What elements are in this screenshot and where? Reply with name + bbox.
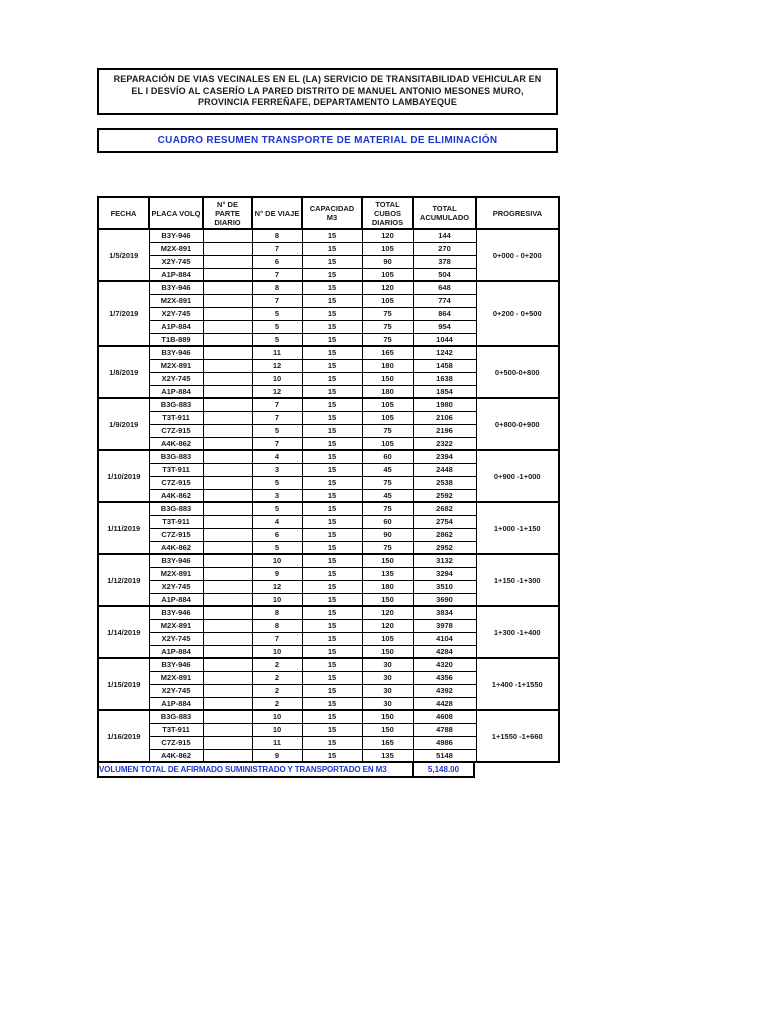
parte-diario-cell	[203, 437, 252, 450]
placa-cell: X2Y-745	[149, 307, 203, 320]
capacidad-cell: 15	[302, 554, 362, 567]
col-header-placa-volq: PLACA VOLQ	[149, 197, 203, 229]
parte-diario-cell	[203, 567, 252, 580]
project-header-line-3: PROVINCIA FERREÑAFE, DEPARTAMENTO LAMBAYEQUE	[198, 97, 457, 108]
parte-diario-cell	[203, 710, 252, 723]
placa-cell: A1P-884	[149, 645, 203, 658]
capacidad-cell: 15	[302, 645, 362, 658]
progresiva-cell: 0+000 - 0+200	[476, 229, 559, 281]
date-cell: 1/8/2019	[98, 346, 149, 398]
viajes-cell: 4	[252, 515, 302, 528]
placa-cell: M2X-891	[149, 242, 203, 255]
parte-diario-cell	[203, 281, 252, 294]
viajes-cell: 7	[252, 411, 302, 424]
viajes-cell: 5	[252, 541, 302, 554]
cubos-diarios-cell: 30	[362, 671, 413, 684]
acumulado-cell: 378	[413, 255, 476, 268]
capacidad-cell: 15	[302, 294, 362, 307]
cubos-diarios-cell: 180	[362, 359, 413, 372]
cubos-diarios-cell: 30	[362, 684, 413, 697]
acumulado-cell: 1044	[413, 333, 476, 346]
placa-cell: A1P-884	[149, 593, 203, 606]
parte-diario-cell	[203, 359, 252, 372]
acumulado-cell: 954	[413, 320, 476, 333]
capacidad-cell: 15	[302, 580, 362, 593]
acumulado-cell: 774	[413, 294, 476, 307]
cubos-diarios-cell: 150	[362, 593, 413, 606]
viajes-cell: 7	[252, 294, 302, 307]
viajes-cell: 8	[252, 281, 302, 294]
acumulado-cell: 2196	[413, 424, 476, 437]
placa-cell: A1P-884	[149, 385, 203, 398]
cubos-diarios-cell: 90	[362, 528, 413, 541]
col-header-parte-diario: N° DE PARTE DIARIO	[203, 197, 252, 229]
cubos-diarios-cell: 150	[362, 372, 413, 385]
viajes-cell: 11	[252, 736, 302, 749]
viajes-cell: 10	[252, 645, 302, 658]
placa-cell: B3G-883	[149, 710, 203, 723]
parte-diario-cell	[203, 554, 252, 567]
placa-cell: X2Y-745	[149, 684, 203, 697]
acumulado-cell: 2592	[413, 489, 476, 502]
transport-table-container	[97, 196, 558, 778]
parte-diario-cell	[203, 593, 252, 606]
total-volume-value: 5,148.00	[427, 765, 460, 774]
col-header-cubos-diarios: TOTAL CUBOS DIARIOS	[362, 197, 413, 229]
parte-diario-cell	[203, 294, 252, 307]
parte-diario-cell	[203, 424, 252, 437]
progresiva-cell: 0+500-0+800	[476, 346, 559, 398]
date-cell: 1/15/2019	[98, 658, 149, 710]
parte-diario-cell	[203, 476, 252, 489]
placa-cell: T3T-911	[149, 463, 203, 476]
placa-cell: X2Y-745	[149, 255, 203, 268]
parte-diario-cell	[203, 450, 252, 463]
placa-cell: X2Y-745	[149, 372, 203, 385]
date-cell: 1/11/2019	[98, 502, 149, 554]
cubos-diarios-cell: 75	[362, 541, 413, 554]
viajes-cell: 2	[252, 684, 302, 697]
total-volume-label: VOLUMEN TOTAL DE AFIRMADO SUMINISTRADO Y TRANSPORTADO EN M3	[99, 763, 414, 776]
placa-cell: C7Z-915	[149, 736, 203, 749]
cubos-diarios-cell: 120	[362, 606, 413, 619]
capacidad-cell: 15	[302, 567, 362, 580]
capacidad-cell: 15	[302, 658, 362, 671]
acumulado-cell: 4428	[413, 697, 476, 710]
acumulado-cell: 4284	[413, 645, 476, 658]
date-cell: 1/10/2019	[98, 450, 149, 502]
parte-diario-cell	[203, 619, 252, 632]
acumulado-cell: 1980	[413, 398, 476, 411]
placa-cell: B3Y-946	[149, 346, 203, 359]
acumulado-cell: 2862	[413, 528, 476, 541]
cubos-diarios-cell: 105	[362, 242, 413, 255]
viajes-cell: 4	[252, 450, 302, 463]
cubos-diarios-cell: 120	[362, 281, 413, 294]
placa-cell: C7Z-915	[149, 476, 203, 489]
col-header-capacidad: CAPACIDAD M3	[302, 197, 362, 229]
capacidad-cell: 15	[302, 359, 362, 372]
viajes-cell: 8	[252, 229, 302, 242]
capacidad-cell: 15	[302, 346, 362, 359]
placa-cell: A4K-862	[149, 541, 203, 554]
cubos-diarios-cell: 90	[362, 255, 413, 268]
capacidad-cell: 15	[302, 697, 362, 710]
placa-cell: T3T-911	[149, 515, 203, 528]
cubos-diarios-cell: 105	[362, 294, 413, 307]
acumulado-cell: 504	[413, 268, 476, 281]
viajes-cell: 2	[252, 671, 302, 684]
cubos-diarios-cell: 120	[362, 619, 413, 632]
parte-diario-cell	[203, 307, 252, 320]
parte-diario-cell	[203, 658, 252, 671]
project-header-line-2: EL I DESVÍO AL CASERÍO LA PARED DISTRITO DE MANUEL ANTONIO MESONES MURO,	[131, 85, 524, 96]
table-row	[98, 606, 559, 619]
placa-cell: B3G-883	[149, 450, 203, 463]
parte-diario-cell	[203, 268, 252, 281]
placa-cell: B3G-883	[149, 398, 203, 411]
acumulado-cell: 2322	[413, 437, 476, 450]
capacidad-cell: 15	[302, 619, 362, 632]
parte-diario-cell	[203, 229, 252, 242]
table-body	[98, 229, 559, 762]
parte-diario-cell	[203, 671, 252, 684]
table-header-row	[98, 197, 559, 229]
capacidad-cell: 15	[302, 411, 362, 424]
placa-cell: T1B-889	[149, 333, 203, 346]
cubos-diarios-cell: 165	[362, 736, 413, 749]
progresiva-cell: 1+400 -1+1550	[476, 658, 559, 710]
parte-diario-cell	[203, 398, 252, 411]
viajes-cell: 9	[252, 567, 302, 580]
parte-diario-cell	[203, 502, 252, 515]
cubos-diarios-cell: 60	[362, 515, 413, 528]
acumulado-cell: 4608	[413, 710, 476, 723]
acumulado-cell: 3978	[413, 619, 476, 632]
table-row	[98, 554, 559, 567]
placa-cell: M2X-891	[149, 359, 203, 372]
acumulado-cell: 864	[413, 307, 476, 320]
parte-diario-cell	[203, 580, 252, 593]
parte-diario-cell	[203, 463, 252, 476]
viajes-cell: 7	[252, 242, 302, 255]
cubos-diarios-cell: 180	[362, 385, 413, 398]
viajes-cell: 10	[252, 723, 302, 736]
placa-cell: A1P-884	[149, 320, 203, 333]
placa-cell: M2X-891	[149, 567, 203, 580]
capacidad-cell: 15	[302, 398, 362, 411]
acumulado-cell: 1458	[413, 359, 476, 372]
col-header-viajes: N° DE VIAJE	[252, 197, 302, 229]
viajes-cell: 10	[252, 593, 302, 606]
viajes-cell: 5	[252, 307, 302, 320]
cubos-diarios-cell: 75	[362, 476, 413, 489]
viajes-cell: 2	[252, 658, 302, 671]
progresiva-cell: 0+200 - 0+500	[476, 281, 559, 346]
acumulado-cell: 2682	[413, 502, 476, 515]
capacidad-cell: 15	[302, 710, 362, 723]
acumulado-cell: 1638	[413, 372, 476, 385]
capacidad-cell: 15	[302, 385, 362, 398]
cubos-diarios-cell: 150	[362, 710, 413, 723]
capacidad-cell: 15	[302, 307, 362, 320]
viajes-cell: 3	[252, 489, 302, 502]
acumulado-cell: 2754	[413, 515, 476, 528]
date-cell: 1/12/2019	[98, 554, 149, 606]
viajes-cell: 5	[252, 502, 302, 515]
cubos-diarios-cell: 105	[362, 268, 413, 281]
acumulado-cell: 1242	[413, 346, 476, 359]
table-row	[98, 710, 559, 723]
capacidad-cell: 15	[302, 593, 362, 606]
parte-diario-cell	[203, 346, 252, 359]
table-row	[98, 450, 559, 463]
progresiva-cell: 0+800-0+900	[476, 398, 559, 450]
viajes-cell: 12	[252, 385, 302, 398]
table-row	[98, 281, 559, 294]
acumulado-cell: 2394	[413, 450, 476, 463]
viajes-cell: 7	[252, 268, 302, 281]
viajes-cell: 5	[252, 424, 302, 437]
document-title-box	[97, 128, 558, 153]
capacidad-cell: 15	[302, 450, 362, 463]
capacidad-cell: 15	[302, 255, 362, 268]
parte-diario-cell	[203, 684, 252, 697]
cubos-diarios-cell: 105	[362, 398, 413, 411]
viajes-cell: 6	[252, 255, 302, 268]
placa-cell: A4K-862	[149, 749, 203, 762]
viajes-cell: 5	[252, 333, 302, 346]
viajes-cell: 5	[252, 320, 302, 333]
table-row	[98, 658, 559, 671]
col-header-progresiva: PROGRESIVA	[476, 197, 559, 229]
cubos-diarios-cell: 30	[362, 697, 413, 710]
capacidad-cell: 15	[302, 463, 362, 476]
progresiva-cell: 1+1550 -1+660	[476, 710, 559, 762]
placa-cell: B3Y-946	[149, 229, 203, 242]
placa-cell: B3Y-946	[149, 658, 203, 671]
viajes-cell: 6	[252, 528, 302, 541]
viajes-cell: 2	[252, 697, 302, 710]
capacidad-cell: 15	[302, 320, 362, 333]
cubos-diarios-cell: 135	[362, 567, 413, 580]
viajes-cell: 11	[252, 346, 302, 359]
acumulado-cell: 270	[413, 242, 476, 255]
acumulado-cell: 2448	[413, 463, 476, 476]
placa-cell: A4K-862	[149, 489, 203, 502]
acumulado-cell: 2952	[413, 541, 476, 554]
cubos-diarios-cell: 60	[362, 450, 413, 463]
parte-diario-cell	[203, 697, 252, 710]
acumulado-cell: 3510	[413, 580, 476, 593]
capacidad-cell: 15	[302, 281, 362, 294]
cubos-diarios-cell: 45	[362, 489, 413, 502]
cubos-diarios-cell: 150	[362, 723, 413, 736]
placa-cell: C7Z-915	[149, 528, 203, 541]
cubos-diarios-cell: 105	[362, 411, 413, 424]
acumulado-cell: 648	[413, 281, 476, 294]
capacidad-cell: 15	[302, 333, 362, 346]
cubos-diarios-cell: 75	[362, 333, 413, 346]
placa-cell: T3T-911	[149, 411, 203, 424]
viajes-cell: 8	[252, 619, 302, 632]
cubos-diarios-cell: 30	[362, 658, 413, 671]
col-header-acumulado: TOTAL ACUMULADO	[413, 197, 476, 229]
capacidad-cell: 15	[302, 229, 362, 242]
progresiva-cell: 1+000 -1+150	[476, 502, 559, 554]
parte-diario-cell	[203, 489, 252, 502]
parte-diario-cell	[203, 515, 252, 528]
capacidad-cell: 15	[302, 671, 362, 684]
viajes-cell: 7	[252, 632, 302, 645]
cubos-diarios-cell: 75	[362, 320, 413, 333]
viajes-cell: 3	[252, 463, 302, 476]
viajes-cell: 9	[252, 749, 302, 762]
date-cell: 1/9/2019	[98, 398, 149, 450]
cubos-diarios-cell: 75	[362, 502, 413, 515]
placa-cell: B3Y-946	[149, 606, 203, 619]
parte-diario-cell	[203, 255, 252, 268]
acumulado-cell: 4392	[413, 684, 476, 697]
parte-diario-cell	[203, 242, 252, 255]
parte-diario-cell	[203, 528, 252, 541]
capacidad-cell: 15	[302, 749, 362, 762]
capacidad-cell: 15	[302, 242, 362, 255]
cubos-diarios-cell: 135	[362, 749, 413, 762]
parte-diario-cell	[203, 333, 252, 346]
placa-cell: A1P-884	[149, 268, 203, 281]
acumulado-cell: 4356	[413, 671, 476, 684]
date-cell: 1/14/2019	[98, 606, 149, 658]
placa-cell: A1P-884	[149, 697, 203, 710]
progresiva-cell: 1+150 -1+300	[476, 554, 559, 606]
viajes-cell: 5	[252, 476, 302, 489]
capacidad-cell: 15	[302, 515, 362, 528]
placa-cell: M2X-891	[149, 619, 203, 632]
placa-cell: B3Y-946	[149, 281, 203, 294]
viajes-cell: 10	[252, 372, 302, 385]
placa-cell: T3T-911	[149, 723, 203, 736]
document-title: CUADRO RESUMEN TRANSPORTE DE MATERIAL DE ELIMINACIÓN	[157, 135, 498, 146]
capacidad-cell: 15	[302, 489, 362, 502]
cubos-diarios-cell: 75	[362, 424, 413, 437]
parte-diario-cell	[203, 385, 252, 398]
parte-diario-cell	[203, 645, 252, 658]
viajes-cell: 10	[252, 554, 302, 567]
viajes-cell: 12	[252, 359, 302, 372]
acumulado-cell: 2538	[413, 476, 476, 489]
table-row	[98, 502, 559, 515]
cubos-diarios-cell: 105	[362, 632, 413, 645]
progresiva-cell: 0+900 -1+000	[476, 450, 559, 502]
viajes-cell: 8	[252, 606, 302, 619]
placa-cell: M2X-891	[149, 671, 203, 684]
placa-cell: X2Y-745	[149, 632, 203, 645]
col-header-fecha: FECHA	[98, 197, 149, 229]
acumulado-cell: 3834	[413, 606, 476, 619]
table-row	[98, 398, 559, 411]
summary-table	[97, 196, 560, 763]
acumulado-cell: 3690	[413, 593, 476, 606]
table-row	[98, 346, 559, 359]
parte-diario-cell	[203, 372, 252, 385]
acumulado-cell: 2106	[413, 411, 476, 424]
cubos-diarios-cell: 45	[362, 463, 413, 476]
cubos-diarios-cell: 180	[362, 580, 413, 593]
capacidad-cell: 15	[302, 684, 362, 697]
acumulado-cell: 3132	[413, 554, 476, 567]
placa-cell: A4K-862	[149, 437, 203, 450]
cubos-diarios-cell: 150	[362, 645, 413, 658]
cubos-diarios-cell: 150	[362, 554, 413, 567]
capacidad-cell: 15	[302, 632, 362, 645]
cubos-diarios-cell: 105	[362, 437, 413, 450]
acumulado-cell: 4320	[413, 658, 476, 671]
capacidad-cell: 15	[302, 476, 362, 489]
table-header	[98, 197, 559, 229]
capacidad-cell: 15	[302, 606, 362, 619]
viajes-cell: 10	[252, 710, 302, 723]
capacidad-cell: 15	[302, 372, 362, 385]
project-header-line-1: REPARACIÓN DE VIAS VECINALES EN EL (LA) SERVICIO DE TRANSITABILIDAD VEHICULAR EN	[113, 74, 542, 85]
acumulado-cell: 3294	[413, 567, 476, 580]
placa-cell: B3G-883	[149, 502, 203, 515]
capacidad-cell: 15	[302, 424, 362, 437]
progresiva-cell: 1+300 -1+400	[476, 606, 559, 658]
viajes-cell: 12	[252, 580, 302, 593]
capacidad-cell: 15	[302, 502, 362, 515]
acumulado-cell: 4104	[413, 632, 476, 645]
placa-cell: B3Y-946	[149, 554, 203, 567]
table-footer-row	[97, 761, 475, 778]
acumulado-cell: 5148	[413, 749, 476, 762]
date-cell: 1/5/2019	[98, 229, 149, 281]
cubos-diarios-cell: 75	[362, 307, 413, 320]
cubos-diarios-cell: 120	[362, 229, 413, 242]
placa-cell: X2Y-745	[149, 580, 203, 593]
acumulado-cell: 1854	[413, 385, 476, 398]
viajes-cell: 7	[252, 398, 302, 411]
placa-cell: M2X-891	[149, 294, 203, 307]
parte-diario-cell	[203, 320, 252, 333]
parte-diario-cell	[203, 736, 252, 749]
capacidad-cell: 15	[302, 723, 362, 736]
date-cell: 1/7/2019	[98, 281, 149, 346]
capacidad-cell: 15	[302, 268, 362, 281]
acumulado-cell: 4986	[413, 736, 476, 749]
parte-diario-cell	[203, 541, 252, 554]
parte-diario-cell	[203, 632, 252, 645]
capacidad-cell: 15	[302, 541, 362, 554]
capacidad-cell: 15	[302, 437, 362, 450]
placa-cell: C7Z-915	[149, 424, 203, 437]
project-header-box	[97, 68, 558, 115]
table-row	[98, 229, 559, 242]
capacidad-cell: 15	[302, 736, 362, 749]
acumulado-cell: 144	[413, 229, 476, 242]
date-cell: 1/16/2019	[98, 710, 149, 762]
acumulado-cell: 4788	[413, 723, 476, 736]
capacidad-cell: 15	[302, 528, 362, 541]
parte-diario-cell	[203, 606, 252, 619]
cubos-diarios-cell: 165	[362, 346, 413, 359]
viajes-cell: 7	[252, 437, 302, 450]
parte-diario-cell	[203, 411, 252, 424]
parte-diario-cell	[203, 723, 252, 736]
